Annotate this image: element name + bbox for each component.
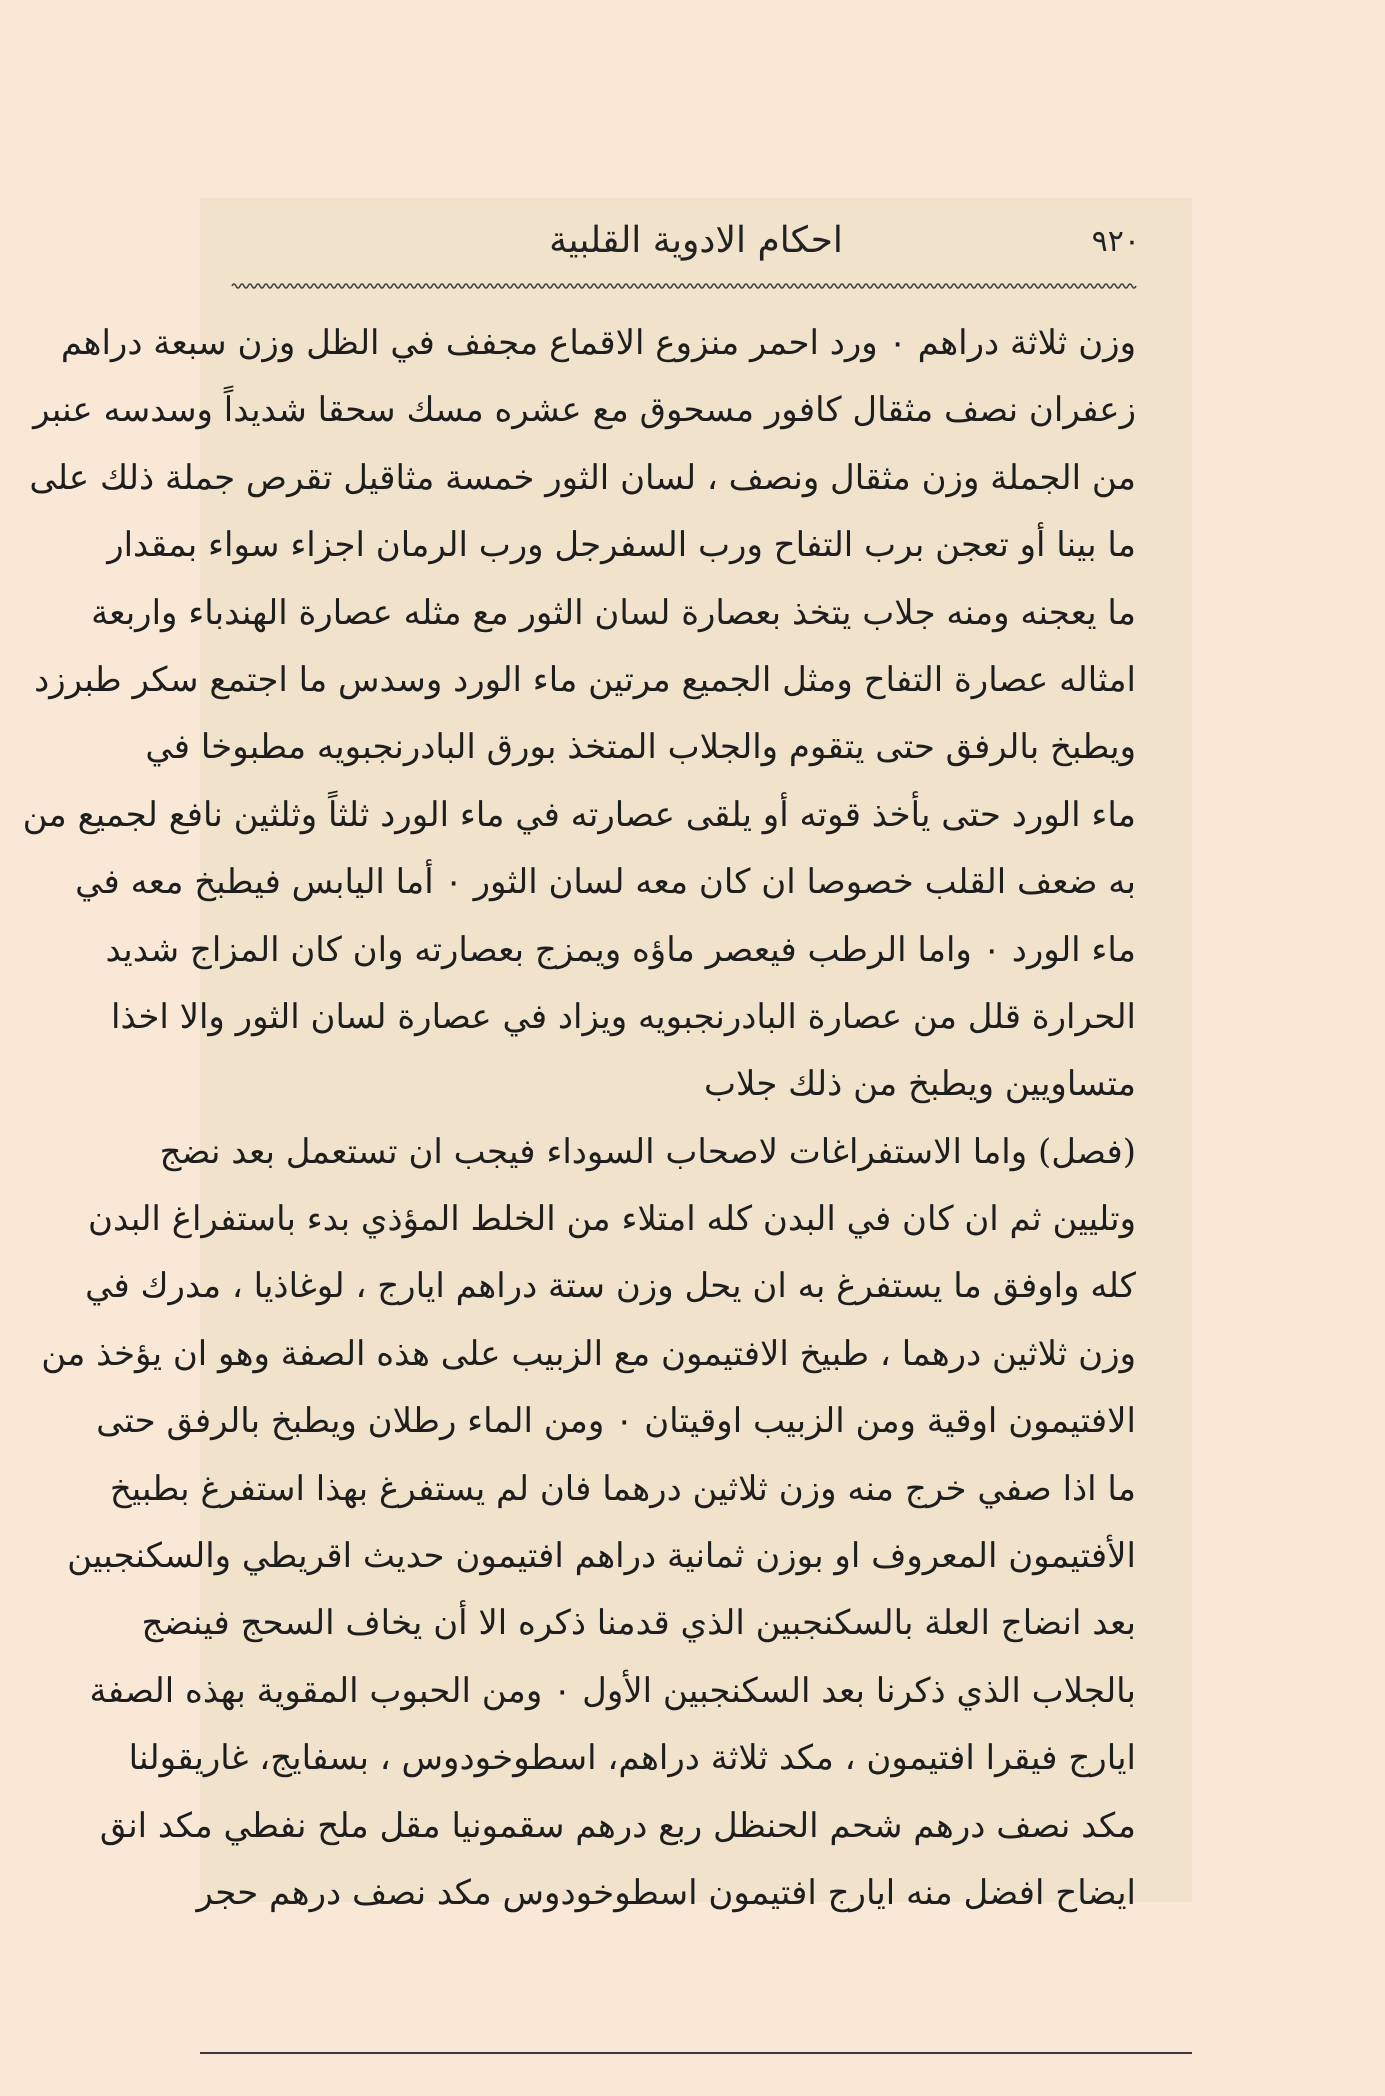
text-line: الحرارة قلل من عصارة البادرنجبويه ويزاد في عصارة لسان الثور والا اخذا (111, 996, 1136, 1037)
text-line: ايارج فيقرا افتيمون ، مكد ثلاثة دراهم، اسطوخودوس ، بسفايج، غاريقولنا (128, 1738, 1136, 1779)
text-line: وتليين ثم ان كان في البدن كله امتلاء من الخلط المؤذي بدء باستفراغ البدن (88, 1199, 1136, 1240)
bottom-rule (200, 2052, 1192, 2054)
text-line: ما اذا صفي خرج منه وزن ثلاثين درهما فان لم يستفرغ بهذا استفرغ بطبيخ (109, 1468, 1136, 1509)
book-page (22, 198, 1192, 1913)
text-line: وزن ثلاثة دراهم ٠ ورد احمر منزوع الاقماع مجفف في الظل وزن سبعة دراهم (60, 323, 1136, 363)
page-number: ٩٢٠ (1091, 224, 1140, 259)
text-line: متساويين ويطبخ من ذلك جلاب (704, 1064, 1136, 1105)
text-line: الأفتيمون المعروف او بوزن ثمانية دراهم افتيمون حديث اقريطي والسكنجبين (67, 1536, 1136, 1577)
text-line: الافتيمون اوقية ومن الزبيب اوقيتان ٠ ومن الماء رطلان ويطبخ بالرفق حتى (96, 1401, 1136, 1442)
text-line: (فصل) واما الاستفراغات لاصحاب السوداء فيجب ان تستعمل بعد نضج (159, 1131, 1136, 1172)
text-line: ما يعجنه ومنه جلاب يتخذ بعصارة لسان الثور مع مثله عصارة الهندباء واربعة (91, 592, 1136, 633)
text-line: امثاله عصارة التفاح ومثل الجميع مرتين ماء الورد وسدس ما اجتمع سكر طبرزد (34, 659, 1136, 700)
text-line: مكد نصف درهم شحم الحنظل ربع درهم سقمونيا مقل ملح نفطي مكد انق (99, 1805, 1136, 1846)
text-line: بالجلاب الذي ذكرنا بعد السكنجبين الأول ٠ ومن الحبوب المقوية بهذه الصفة (89, 1670, 1136, 1711)
text-line: ايضاح افضل منه ايارج افتيمون اسطوخودوس مكد نصف درهم حجر (196, 1872, 1136, 1913)
text-line: ماء الورد ٠ واما الرطب فيعصر ماؤه ويمزج بعصارته وان كان المزاج شديد (105, 929, 1136, 970)
wavy-divider (232, 280, 1132, 292)
body-text (22, 310, 1136, 1927)
text-line: زعفران نصف مثقال كافور مسحوق مع عشره مسك سحقا شديداً وسدسه عنبر (33, 390, 1136, 431)
text-line: من الجملة وزن مثقال ونصف ، لسان الثور خمسة مثاقيل تقرص جملة ذلك على (29, 457, 1136, 498)
text-line: ما بينا أو تعجن برب التفاح ورب السفرجل ورب الرمان اجزاء سواء بمقدار (107, 525, 1136, 566)
text-line: به ضعف القلب خصوصا ان كان معه لسان الثور ٠ أما اليابس فيطبخ معه في (75, 862, 1136, 903)
text-line: وزن ثلاثين درهما ، طبيخ الافتيمون مع الزبيب على هذه الصفة وهو ان يؤخذ من (41, 1333, 1136, 1374)
text-line: كله واوفق ما يستفرغ به ان يحل وزن ستة دراهم ايارج ، لوغاذيا ، مدرك في (85, 1266, 1136, 1307)
text-line: ويطبخ بالرفق حتى يتقوم والجلاب المتخذ بورق البادرنجبويه مطبوخا في (145, 727, 1136, 768)
running-title: احكام الادوية القلبية (549, 220, 843, 261)
text-line: ماء الورد حتى يأخذ قوته أو يلقى عصارته في ماء الورد ثلثاً وثلثين نافع لجميع من (22, 794, 1136, 835)
page-header (230, 218, 1162, 270)
text-line: بعد انضاج العلة بالسكنجبين الذي قدمنا ذكره الا أن يخاف السحج فينضج (141, 1603, 1136, 1644)
